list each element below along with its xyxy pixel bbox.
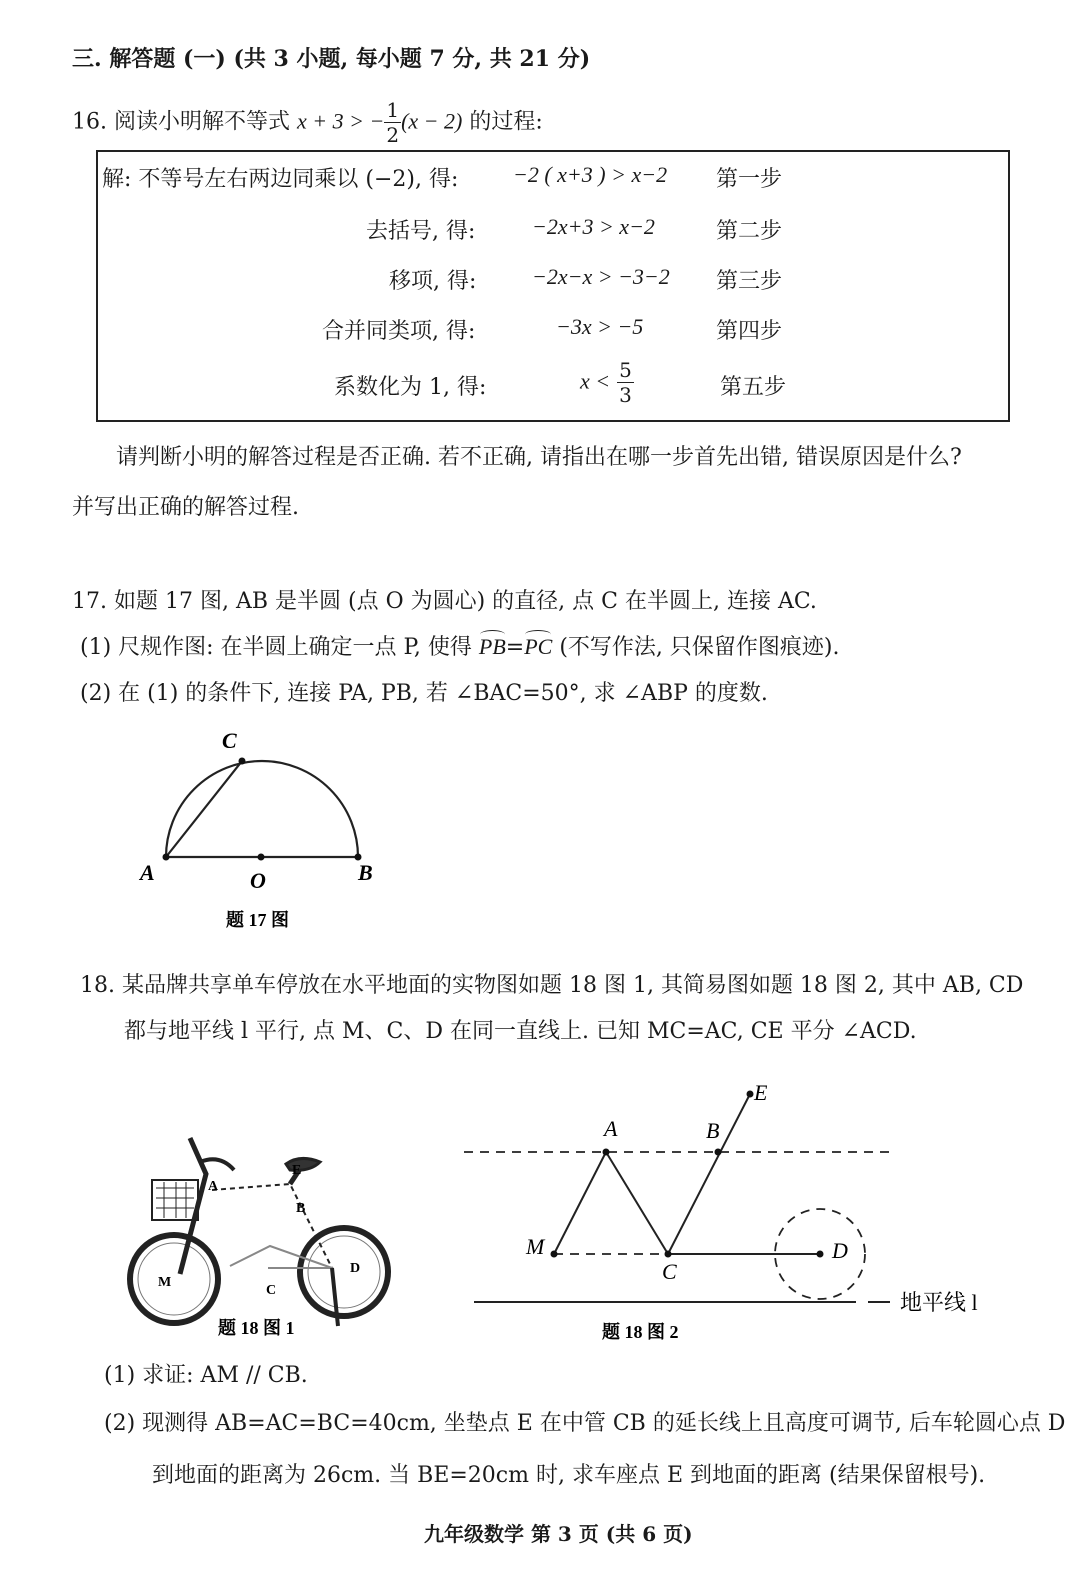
q16-frac-den: 2 (386, 123, 400, 147)
figure-18-2 (460, 1072, 1040, 1352)
q17-part1 (80, 630, 840, 661)
step5-frac-den: 3 (619, 383, 632, 407)
step5-expr-wrap (580, 360, 634, 405)
figure-17 (120, 720, 400, 940)
fig2-label-c: C (662, 1259, 677, 1284)
q16-statement (72, 100, 543, 145)
point-b2 (715, 1149, 722, 1156)
fig2-label-m: M (526, 1234, 545, 1259)
point-a2 (603, 1149, 610, 1156)
step3-label: 移项, 得: (389, 269, 477, 294)
step3-tag: 第三步 (716, 269, 783, 294)
step3-expr: −2x−x > −3−2 (532, 264, 670, 289)
label-b: B (358, 860, 373, 885)
rear-wheel (300, 1228, 388, 1316)
basket (152, 1180, 198, 1220)
fig2-label-a: A (604, 1116, 618, 1141)
fig2-label-e: E (754, 1080, 768, 1105)
fig1-label-b: B (296, 1201, 306, 1216)
step4-tag: 第四步 (716, 319, 783, 344)
step2-tag: 第二步 (716, 219, 783, 244)
q16-number: 16. (72, 109, 107, 135)
q18-part1: (1) 求证: AM // CB. (104, 1363, 308, 1388)
q16-lhs: x + 3 > − (297, 108, 385, 134)
step5-tag: 第五步 (720, 375, 787, 400)
step5-expr: x < (580, 368, 611, 394)
fig17-caption: 题 17 图 (226, 910, 289, 930)
front-wheel (130, 1235, 218, 1323)
step4-expr: −3x > −5 (556, 314, 644, 339)
label-o: O (250, 868, 266, 893)
point-o (258, 854, 265, 861)
step4-label: 合并同类项, 得: (322, 319, 476, 344)
fig1-label-c: C (266, 1283, 277, 1298)
step2-expr: −2x+3 > x−2 (532, 214, 655, 239)
q16-fraction (384, 100, 401, 145)
fig1-label-m: M (158, 1275, 172, 1290)
fig2-label-d: D (832, 1238, 848, 1263)
step2-label: 去括号, 得: (366, 219, 476, 244)
chord-ac (166, 761, 242, 857)
semicircle-arc (166, 761, 358, 857)
section-title: 三. 解答题 (一) (共 3 小题, 每小题 7 分, 共 21 分) (72, 46, 591, 72)
step1-tag: 第一步 (716, 167, 783, 192)
fig18-2-caption: 题 18 图 2 (602, 1322, 679, 1342)
q16-question-1: 请判断小明的解答过程是否正确. 若不正确, 请指出在哪一步首先出错, 错误原因是什么? (116, 445, 962, 470)
q18-part2-line1: (2) 现测得 AB=AC=BC=40cm, 坐垫点 E 在中管 CB 的延长线上且高度可调节, 后车轮圆心点 D (104, 1411, 1066, 1436)
q16-intro: 阅读小明解不等式 (114, 109, 291, 135)
figure-18-1 (120, 1126, 410, 1354)
ground-label: 地平线 l (900, 1290, 978, 1315)
basket-mesh (156, 1182, 194, 1218)
label-c: C (222, 728, 237, 753)
point-a (163, 854, 170, 861)
fig1-label-e: E (292, 1163, 302, 1178)
q18-statement-2: 都与地平线 l 平行, 点 M、C、D 在同一直线上. 已知 MC=AC, CE 平分 ∠ACD. (124, 1019, 917, 1044)
frame-dashed (212, 1184, 332, 1268)
step5-fraction (617, 360, 634, 405)
step1-expr: −2 ( x+3 ) > x−2 (513, 162, 668, 187)
q17-part2: (2) 在 (1) 的条件下, 连接 PA, PB, 若 ∠BAC=50°, 求 ∠ABP 的度数. (80, 681, 768, 706)
front-fork (180, 1138, 206, 1274)
bicycle-illustration (130, 1138, 388, 1326)
arc-equals: = (505, 635, 525, 660)
q17-statement: 17. 如题 17 图, AB 是半圆 (点 O 为圆心) 的直径, 点 C 在半圆上, 连接 AC. (72, 589, 817, 614)
point-c (239, 758, 246, 765)
q18-part2-line2: 到地面的距离为 26cm. 当 BE=20cm 时, 求车座点 E 到地面的距离 (结果保留根号). (152, 1463, 986, 1488)
point-c2 (665, 1251, 672, 1258)
segment-ma (554, 1152, 606, 1254)
q16-frac-num: 1 (386, 98, 400, 122)
step5-label: 系数化为 1, 得: (334, 375, 487, 400)
point-e (747, 1091, 754, 1098)
q18-statement-1: 18. 某品牌共享单车停放在水平地面的实物图如题 18 图 1, 其简易图如题 18 图 2, 其中 AB, CD (80, 973, 1024, 998)
front-wheel-inner (138, 1243, 210, 1315)
fig2-label-b: B (706, 1118, 720, 1143)
arc-pb: PB (478, 634, 506, 659)
q16-rhs: (x − 2) (401, 108, 463, 134)
fig1-label-d: D (350, 1261, 361, 1276)
q17-part1-post: (不写作法, 只保留作图痕迹). (559, 635, 840, 660)
step1-label: 解: 不等号左右两边同乘以 (−2), 得: (102, 167, 459, 192)
point-d (817, 1251, 824, 1258)
rear-wheel-inner (308, 1236, 380, 1308)
q17-part1-pre: (1) 尺规作图: 在半圆上确定一点 P, 使得 (80, 635, 472, 660)
label-a: A (140, 860, 155, 885)
fig18-1-caption: 题 18 图 1 (218, 1318, 295, 1338)
point-m (551, 1251, 558, 1258)
q16-tail: 的过程: (469, 109, 543, 135)
q16-question-2: 并写出正确的解答过程. (72, 495, 299, 520)
fig1-label-a: A (208, 1179, 219, 1194)
step5-frac-num: 5 (619, 358, 632, 382)
segment-ac (606, 1152, 668, 1254)
arc-pc: PC (524, 634, 553, 659)
page-footer: 九年级数学 第 3 页 (共 6 页) (424, 1522, 693, 1546)
